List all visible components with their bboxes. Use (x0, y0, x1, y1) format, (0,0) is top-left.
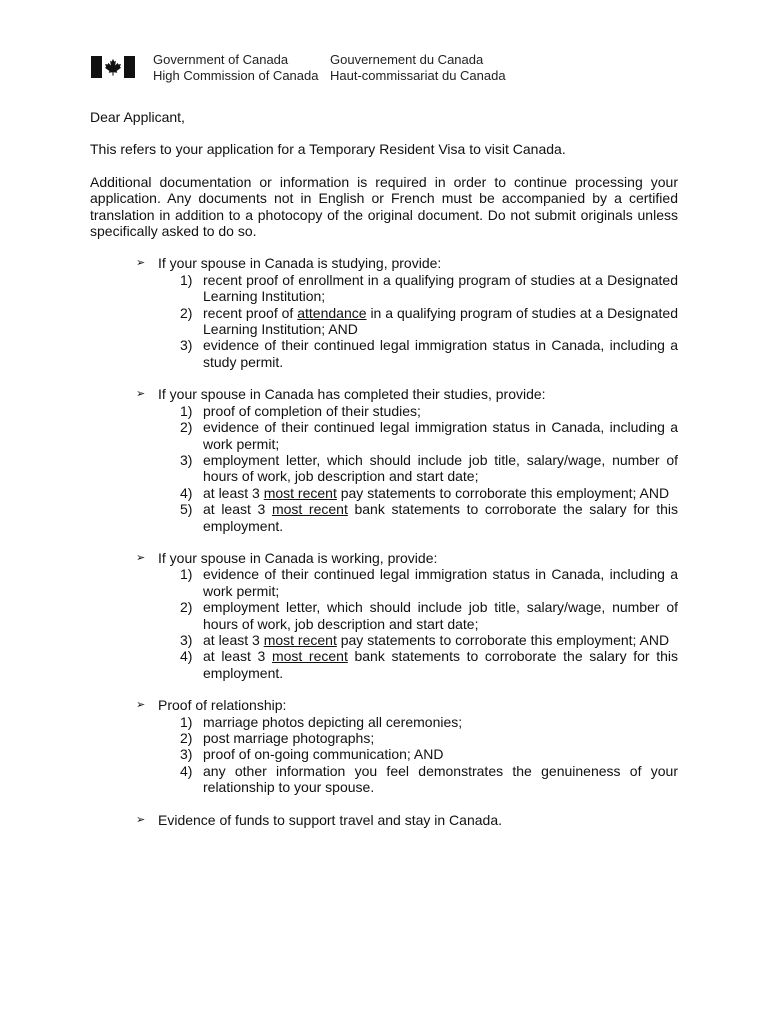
item-number: 1) (180, 566, 193, 583)
item-number: 2) (180, 730, 193, 746)
section-heading: If your spouse in Canada is working, provide: (158, 549, 438, 566)
item-number: 2) (180, 599, 193, 616)
list-item (158, 337, 678, 370)
section-heading: Evidence of funds to support travel and stay in Canada. (158, 811, 502, 828)
arrow-bullet-icon: ➢ (136, 551, 146, 564)
item-number: 3) (180, 631, 193, 648)
item-number: 2) (180, 304, 193, 321)
section-completed-studies (90, 386, 678, 534)
canada-flag-icon (91, 56, 135, 78)
maple-leaf-icon (104, 58, 122, 76)
requirement-list (158, 566, 678, 681)
list-item (158, 485, 678, 501)
item-text: evidence of their continued legal immigration status in Canada, including a work permit; (203, 419, 678, 452)
item-text: evidence of their continued legal immigration status in Canada, including a work permit; (203, 566, 678, 599)
item-text: any other information you feel demonstrates the genuineness of your relationship to your spouse. (203, 762, 678, 796)
section-heading: If your spouse in Canada has completed their studies, provide: (158, 386, 546, 403)
section-funds (90, 812, 678, 828)
item-text: at least 3 most recent bank statements to corroborate the salary for this employment. (203, 648, 678, 681)
list-item (158, 648, 678, 681)
requirement-list (158, 272, 678, 370)
list-item (158, 566, 678, 599)
item-text: at least 3 most recent pay statements to corroborate this employment; AND (203, 631, 670, 648)
item-text: recent proof of enrollment in a qualifying program of studies at a Designated Learning Institution; (203, 271, 678, 305)
underlined-emphasis: most recent (271, 648, 348, 665)
item-number: 3) (180, 746, 193, 763)
list-item (158, 730, 678, 746)
government-name-en: Government of Canada (153, 52, 289, 67)
item-number: 3) (180, 451, 193, 468)
list-item (158, 746, 678, 762)
section-studying (90, 255, 678, 370)
list-item (158, 599, 678, 632)
section-heading: If your spouse in Canada is studying, provide: (158, 255, 442, 272)
item-text: at least 3 most recent pay statements to corroborate this employment; AND (203, 484, 670, 501)
underlined-emphasis: most recent (263, 631, 337, 648)
item-text: proof of completion of their studies; (203, 402, 421, 419)
intro-paragraph: Additional documentation or information is required in order to continue processing your application. Any documents not in English or French must be accompanied by a certified translation in addition to a photocopy of the original document. Do not submit originals unless specifically asked to do so. (90, 173, 678, 240)
office-name-en: High Commission of Canada (153, 68, 319, 83)
underlined-emphasis: attendance (297, 304, 367, 321)
item-text: evidence of their continued legal immigration status in Canada, including a study permit. (203, 337, 678, 370)
list-item (158, 763, 678, 796)
letter-body (90, 109, 678, 844)
arrow-bullet-icon: ➢ (136, 388, 146, 401)
item-text: employment letter, which should include job title, salary/wage, number of hours of work, job description and start date; (203, 451, 678, 485)
section-heading: Proof of relationship: (158, 697, 287, 714)
arrow-bullet-icon: ➢ (136, 813, 146, 826)
arrow-bullet-icon: ➢ (136, 699, 146, 712)
underlined-emphasis: most recent (271, 501, 348, 518)
requirement-list (158, 403, 678, 534)
salutation: Dear Applicant, (90, 109, 185, 125)
item-text: at least 3 most recent bank statements to corroborate the salary for this employment. (203, 501, 678, 534)
section-working (90, 550, 678, 681)
office-name-fr: Haut-commissariat du Canada (330, 68, 506, 83)
item-number: 4) (180, 648, 193, 665)
list-item (158, 501, 678, 534)
item-number: 1) (180, 713, 193, 730)
list-item (158, 403, 678, 419)
underlined-emphasis: most recent (263, 484, 337, 501)
government-name-fr: Gouvernement du Canada (330, 52, 484, 67)
list-item (158, 419, 678, 452)
item-text: proof of on-going communication; AND (203, 746, 444, 763)
reference-line: This refers to your application for a Temporary Resident Visa to visit Canada. (90, 141, 566, 158)
list-item (158, 305, 678, 338)
list-item (158, 714, 678, 730)
item-text: marriage photos depicting all ceremonies; (203, 713, 463, 730)
list-item (158, 272, 678, 305)
item-number: 3) (180, 337, 193, 354)
item-number: 2) (180, 419, 193, 436)
letterhead-french (330, 52, 506, 84)
item-text: employment letter, which should include job title, salary/wage, number of hours of work, job description and start date; (203, 599, 678, 632)
list-item (158, 452, 678, 485)
requirement-list (158, 714, 678, 796)
item-number: 4) (180, 484, 193, 501)
item-number: 4) (180, 762, 193, 779)
item-number: 1) (180, 271, 193, 288)
item-number: 5) (180, 501, 193, 518)
section-relationship (90, 697, 678, 795)
item-text: recent proof of attendance in a qualifying program of studies at a Designated Learning Institution; AND (203, 304, 679, 338)
arrow-bullet-icon: ➢ (136, 257, 146, 270)
item-number: 1) (180, 402, 193, 419)
letterhead-english (153, 52, 318, 84)
item-text: post marriage photographs; (203, 730, 375, 746)
list-item (158, 632, 678, 648)
